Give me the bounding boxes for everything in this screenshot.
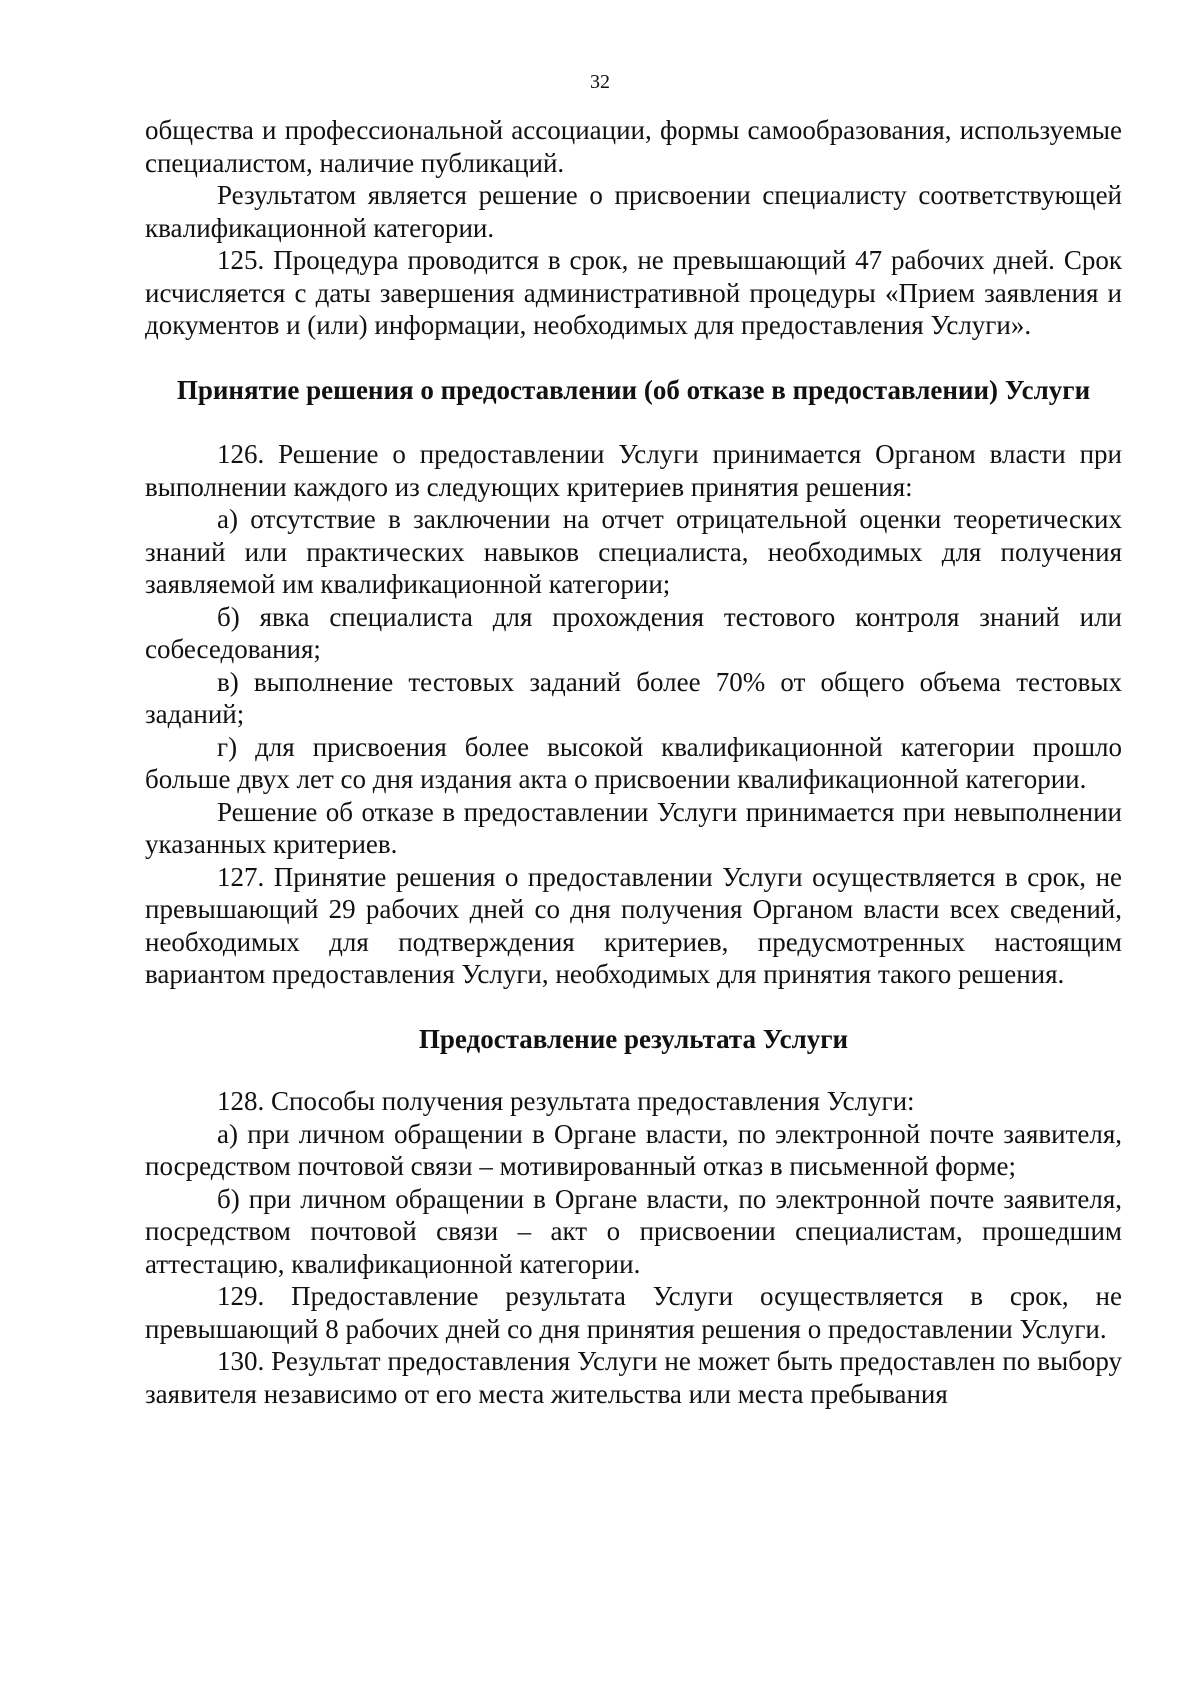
criterion-g: г) для присвоения более высокой квалификационной категории прошло больше двух лет со дня издания акта о присвоении квалификационной категории. bbox=[145, 731, 1122, 794]
section-heading-decision: Принятие решения о предоставлении (об отказе в предоставлении) Услуги bbox=[176, 374, 1091, 405]
page-number: 32 bbox=[590, 71, 610, 93]
paragraph-continuation: общества и профессиональной ассоциации, формы самообразования, используемые специалистом, наличие публикаций. bbox=[145, 115, 1122, 178]
document-body bbox=[145, 114, 1122, 1410]
paragraph-126: 126. Решение о предоставлении Услуги принимается Органом власти при выполнении каждого из следующих критериев принятия решения: bbox=[145, 439, 1122, 502]
method-a: а) при личном обращении в Органе власти, по электронной почте заявителя, посредством почтовой связи – мотивированный отказ в письменной форме; bbox=[145, 1118, 1122, 1181]
paragraph-125: 125. Процедура проводится в срок, не превышающий 47 рабочих дней. Срок исчисляется с даты завершения административной процедуры «Прием заявления и документов и (или) информации, необходимых для предоставления Услуги». bbox=[145, 245, 1122, 340]
paragraph-127: 127. Принятие решения о предоставлении Услуги осуществляется в срок, не превышающий 29 рабочих дней со дня получения Органом власти всех сведений, необходимых для подтверждения критериев, предусмотренных настоящим вариантом предоставления Услуги, необходимых для принятия такого решения. bbox=[145, 861, 1122, 989]
section-heading-result: Предоставление результата Услуги bbox=[418, 1023, 849, 1054]
paragraph-128: 128. Способы получения результата предоставления Услуги: bbox=[217, 1086, 915, 1116]
method-b: б) при личном обращении в Органе власти, по электронной почте заявителя, посредством почтовой связи – акт о присвоении специалистам, прошедшим аттестацию, квалификационной категории. bbox=[145, 1183, 1122, 1279]
criterion-b: б) явка специалиста для прохождения тестового контроля знаний или собеседования; bbox=[145, 601, 1122, 664]
paragraph-result-assignment: Результатом является решение о присвоении специалисту соответствующей квалификационной категории. bbox=[145, 180, 1122, 243]
paragraph-129: 129. Предоставление результата Услуги осуществляется в срок, не превышающий 8 рабочих дней со дня принятия решения о предоставлении Услуги. bbox=[145, 1281, 1122, 1344]
criterion-a: а) отсутствие в заключении на отчет отрицательной оценки теоретических знаний или практических навыков специалиста, необходимых для получения заявляемой им квалификационной категории; bbox=[145, 504, 1122, 599]
paragraph-refusal: Решение об отказе в предоставлении Услуги принимается при невыполнении указанных критериев. bbox=[145, 796, 1122, 859]
paragraph-130: 130. Результат предоставления Услуги не может быть предоставлен по выбору заявителя независимо от его места жительства или места пребывания bbox=[145, 1346, 1122, 1409]
criterion-v: в) выполнение тестовых заданий более 70% от общего объема тестовых заданий; bbox=[145, 666, 1122, 729]
